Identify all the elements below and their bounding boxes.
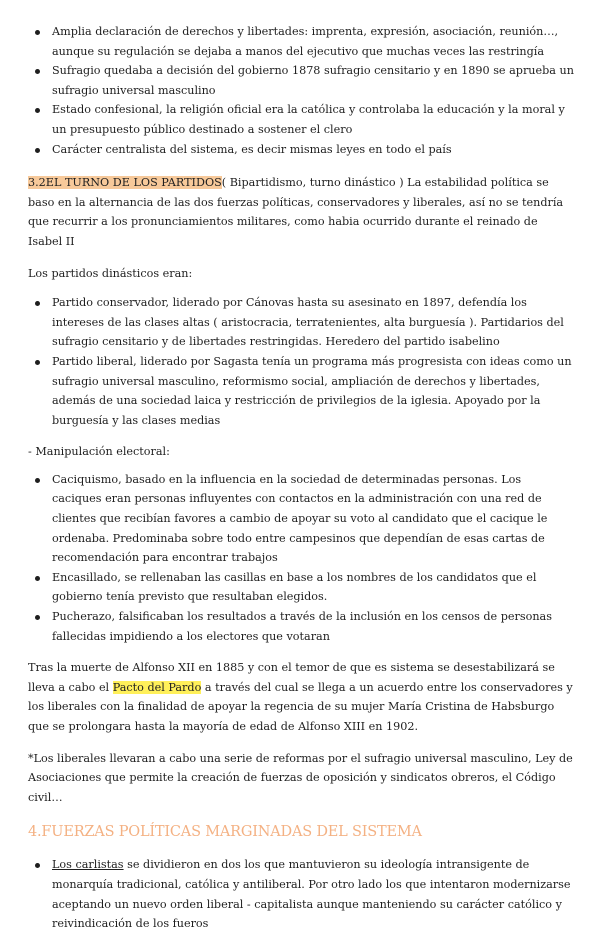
- marginal-forces-list: [28, 855, 574, 933]
- document-page: [28, 22, 574, 934]
- list-item: Partido conservador, liderado por Cánovas hasta su asesinato en 1897, defendía los intereses de las clases altas ( aristocracia, terratenientes, alta burguesía ). Partidarios del sufragio censitario y de libertades restringidas. Heredero del partido isabelino: [28, 293, 574, 352]
- section-3-title: 3.2EL TURNO DE LOS PARTIDOS: [28, 176, 222, 190]
- section-3-text: ( Bipartidismo, turno dinástico ) La estabilidad política se baso en la alternancia de las dos fuerzas políticas, conservadores y liberales, así no se tendría que recurrir a los pronunciamientos militares, como habia ocurrido durante el reinado de Isabel II: [28, 176, 564, 248]
- section-3-paragraph: [28, 173, 574, 251]
- pardo-text-before: Tras la muerte de Alfonso XII en 1885 y con el temor de que es sistema se desestabilizará se lleva a cabo el: [28, 661, 555, 694]
- pardo-paragraph: [28, 658, 574, 736]
- pacto-del-pardo-highlight: Pacto del Pardo: [112, 680, 202, 694]
- parties-intro: Los partidos dinásticos eran:: [28, 266, 193, 280]
- list-item: [28, 855, 574, 933]
- section-4-heading: 4.FUERZAS POLÍTICAS MARGINADAS DEL SISTEMA: [28, 824, 422, 841]
- list-item: Estado confesional, la religión oficial era la católica y controlaba la educación y la moral y un presupuesto público destinado a sostener el clero: [28, 100, 574, 139]
- list-item: Pucherazo, falsificaban los resultados a través de la inclusión en los censos de personas fallecidas impidiendo a los electores que votaran: [28, 607, 574, 646]
- carlists-label: Los carlistas: [52, 858, 124, 872]
- pardo-text-after: a través del cual se llega a un acuerdo entre los conservadores y los liberales con la finalidad de apoyar la regencia de su mujer María Cristina de Habsburgo que se prolongara hasta la mayoría de edad de Alfonso XIII en 1902.: [28, 680, 573, 733]
- manipulation-heading: - Manipulación electoral:: [28, 445, 170, 459]
- list-item: Amplia declaración de derechos y libertades: imprenta, expresión, asociación, reunión…, aunque su regulación se dejaba a manos del ejecutivo que muchas veces las restringía: [28, 22, 574, 61]
- electoral-manipulation-list: [28, 470, 574, 646]
- list-item: Caciquismo, basado en la influencia en la sociedad de determinadas personas. Los caciques eran personas influyentes con contactos en la administración con una red de clientes que recibían favores a cambio de apoyar su voto al candidato que el cacique le ordenaba. Predominaba sobre todo entre campesinos que dependían de esas cartas de recomendación para encontrar trabajos: [28, 470, 574, 568]
- list-item: Partido liberal, liderado por Sagasta tenía un programa más progresista con ideas como un sufragio universal masculino, reformismo social, ampliación de derechos y libertades, además de una sociedad laica y restricción de privilegios de la iglesia. Apoyado por la burguesía y las clases medias: [28, 352, 574, 430]
- carlists-text: se dividieron en dos los que mantuvieron su ideología intransigente de monarquía tradicional, católica y antiliberal. Por otro lado los que intentaron modernizarse aceptando un nuevo orden liberal - capitalista aunque manteniendo su carácter católico y reivindicación de los fueros: [52, 858, 571, 931]
- liberal-reforms-note: *Los liberales llevaran a cabo una serie de reformas por el sufragio universal masculino, Ley de Asociaciones que permite la creación de fuerzas de oposición y sindicatos obreros, el Código civil…: [28, 751, 573, 804]
- list-item: Encasillado, se rellenaban las casillas en base a los nombres de los candidatos que el gobierno tenía previsto que resultaban elegidos.: [28, 568, 574, 607]
- list-item: Sufragio quedaba a decisión del gobierno 1878 sufragio censitario y en 1890 se aprueba un sufragio universal masculino: [28, 61, 574, 100]
- dynastic-parties-list: [28, 293, 574, 430]
- list-item: Carácter centralista del sistema, es decir mismas leyes en todo el país: [28, 140, 574, 160]
- constitution-features-list: [28, 22, 574, 159]
